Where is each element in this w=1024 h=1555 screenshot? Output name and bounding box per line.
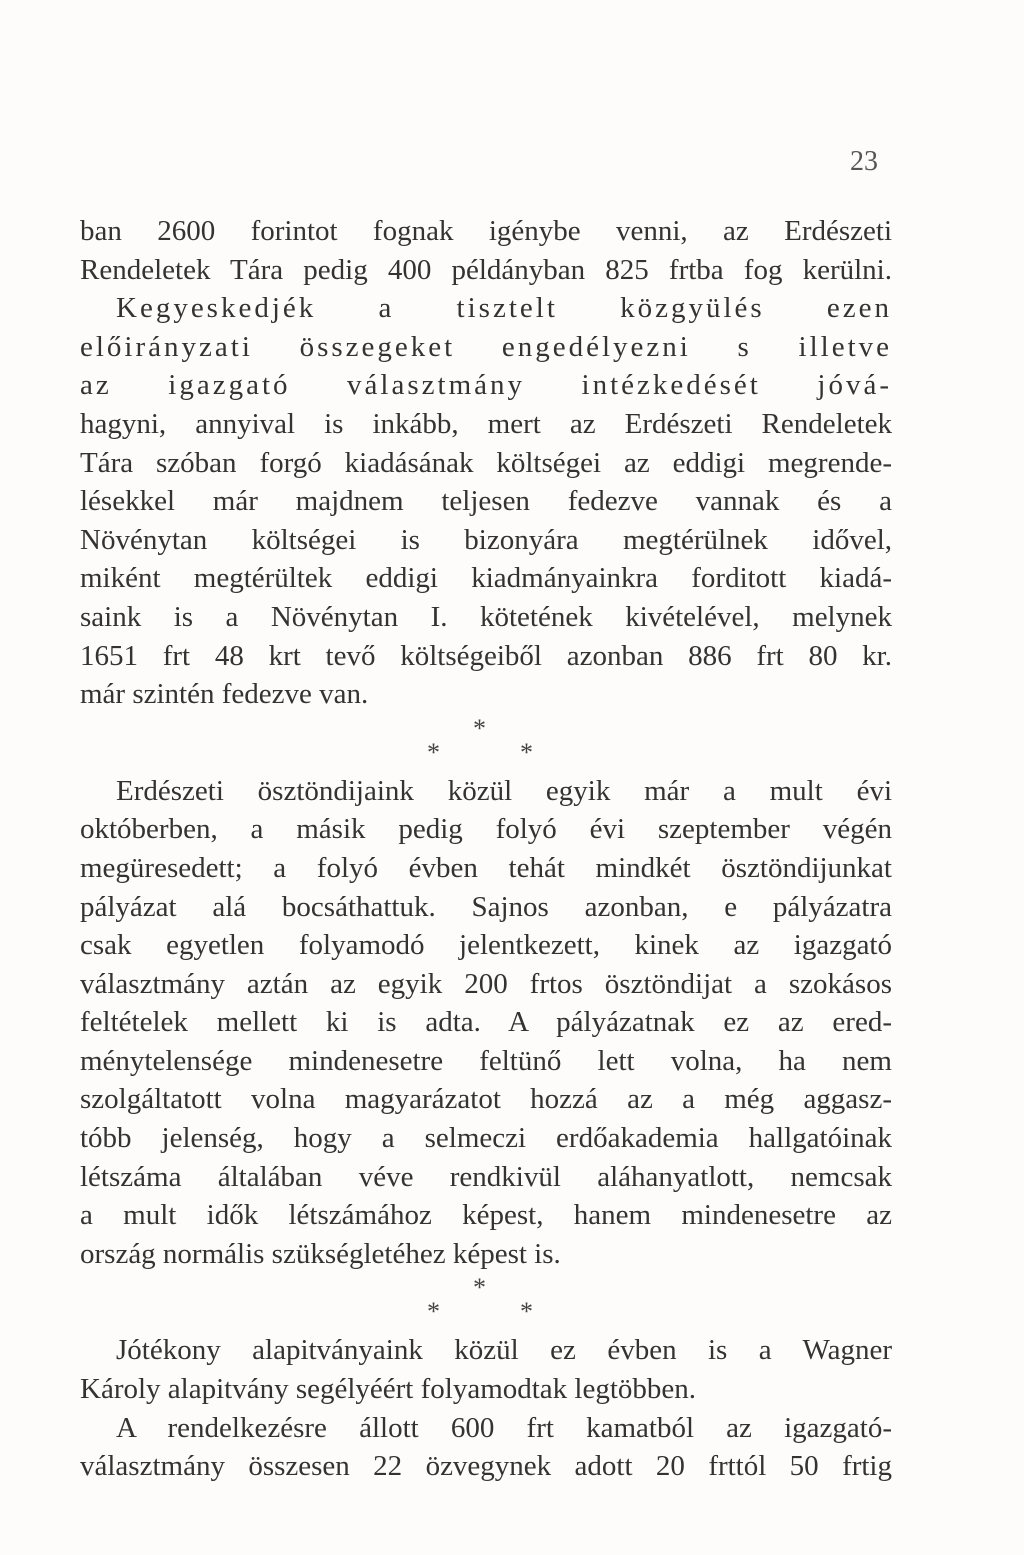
text-line: Rendeletek Tára pedig 400 példányban 825 frtba fog kerülni. bbox=[80, 253, 892, 286]
text-line: októberben, a másik pedig folyó évi szeptember végén bbox=[80, 813, 892, 846]
text-line: létszáma általában véve rendkivül aláhanyatlott, nemcsak bbox=[80, 1160, 892, 1193]
paragraph-budget bbox=[80, 212, 892, 714]
text-line: már szintén fedezve van. bbox=[80, 678, 369, 711]
text-line: miként megtérültek eddigi kiadmányainkra forditott kiadá- bbox=[80, 562, 892, 595]
text-line: ban 2600 forintot fognak igénybe venni, az Erdészeti bbox=[80, 215, 892, 247]
asterisk: * bbox=[520, 737, 533, 767]
text-line: 1651 frt 48 krt tevő költségeiből azonban 886 frt 80 kr. bbox=[80, 639, 892, 672]
text-line: a mult idők létszámához képest, hanem mindenesetre az bbox=[80, 1199, 892, 1232]
text-line: előirányzati összegeket engedélyezni s illetve bbox=[80, 330, 892, 363]
text-line: szolgáltatott volna magyarázatot hozzá az a még aggasz- bbox=[80, 1083, 892, 1116]
text-line: Erdészeti ösztöndijaink közül egyik már a mult évi bbox=[116, 774, 892, 807]
text-line: A rendelkezésre állott 600 frt kamatból az igazgató- bbox=[116, 1411, 892, 1444]
text-line: ménytelensége mindenesetre feltünő lett volna, ha nem bbox=[80, 1044, 892, 1077]
asterisk: * bbox=[427, 1297, 440, 1327]
text-line: ország normális szükségletéhez képest is. bbox=[80, 1237, 561, 1270]
text-line: az igazgató választmány intézkedését jóvá- bbox=[80, 369, 892, 402]
text-line: saink is a Növénytan I. kötetének kivételével, melynek bbox=[80, 600, 892, 633]
asterisk: * bbox=[473, 1273, 486, 1303]
text-line: lésekkel már majdnem teljesen fedezve vannak és a bbox=[80, 485, 892, 518]
text-line: tóbb jelenség, hogy a selmeczi erdőakademia hallgatóinak bbox=[80, 1122, 892, 1155]
section-divider-asterism bbox=[80, 1273, 892, 1331]
text-line: hagyni, annyival is inkább, mert az Erdészeti Rendeletek bbox=[80, 407, 892, 440]
section-divider-asterism bbox=[80, 714, 892, 772]
text-line: Tára szóban forgó kiadásának költségei az eddigi megrende- bbox=[80, 446, 892, 479]
asterisk: * bbox=[427, 737, 440, 767]
paragraph-scholarships bbox=[80, 772, 892, 1274]
text-line: Jótékony alapitványaink közül ez évben is a Wagner bbox=[116, 1334, 892, 1367]
text-line: pályázat alá bocsáthattuk. Sajnos azonban, e pályázatra bbox=[80, 890, 892, 923]
asterisk: * bbox=[473, 713, 486, 743]
text-line: feltételek mellett ki is adta. A pályázatnak ez az ered- bbox=[80, 1006, 892, 1039]
text-line: választmány aztán az egyik 200 frtos ösztöndijat a szokásos bbox=[80, 967, 892, 1000]
text-line: Növénytan költségei is bizonyára megtérülnek idővel, bbox=[80, 523, 892, 556]
page-number: 23 bbox=[850, 146, 878, 177]
text-line: választmány összesen 22 özvegynek adott 20 frttól 50 frtig bbox=[80, 1450, 892, 1483]
text-line: Kegyeskedjék a tisztelt közgyülés ezen bbox=[116, 292, 892, 325]
asterisk: * bbox=[520, 1297, 533, 1327]
body-text bbox=[80, 212, 892, 1486]
text-line: csak egyetlen folyamodó jelentkezett, kinek az igazgató bbox=[80, 929, 892, 962]
text-line: Károly alapitvány segélyéért folyamodtak legtöbben. bbox=[80, 1373, 697, 1406]
paragraph-foundations bbox=[80, 1331, 892, 1485]
text-line: megüresedett; a folyó évben tehát mindkét ösztöndijunkat bbox=[80, 851, 892, 884]
